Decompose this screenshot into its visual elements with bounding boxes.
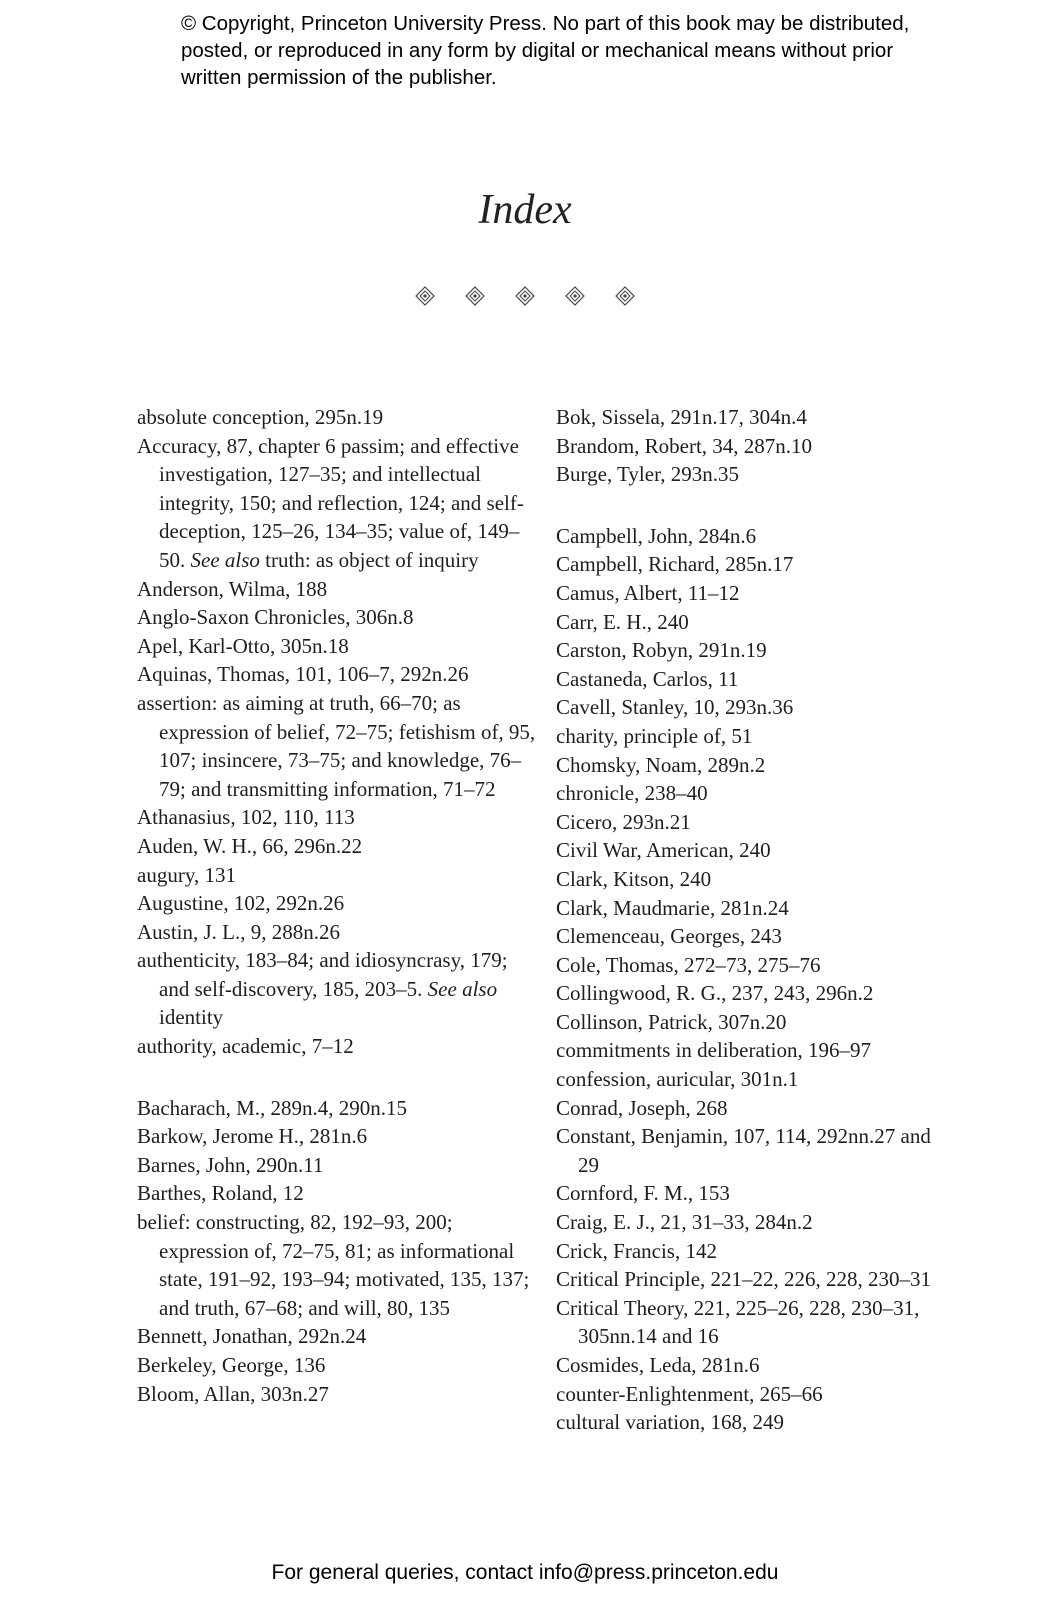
- index-entry: Aquinas, Thomas, 101, 106–7, 292n.26: [137, 662, 469, 687]
- index-entry: confession, auricular, 301n.1: [556, 1067, 799, 1092]
- index-entry: authenticity, 183–84; and idiosyncrasy, 179; and self-discovery, 185, 203–5. See also identity: [137, 948, 508, 1030]
- diamond-ornament-icon: [565, 286, 585, 306]
- index-entry: Collingwood, R. G., 237, 243, 296n.2: [556, 981, 874, 1006]
- index-entry: Craig, E. J., 21, 31–33, 284n.2: [556, 1210, 813, 1235]
- index-entry: Accuracy, 87, chapter 6 passim; and effective investigation, 127–35; and intellectual integrity, 150; and reflection, 124; and self-deception, 125–26, 134–35; value of, 149–50. See also truth: as object of inquiry: [137, 433, 524, 572]
- index-entry: Camus, Albert, 11–12: [556, 580, 740, 605]
- index-entry: Constant, Benjamin, 107, 114, 292nn.27 and 29: [556, 1124, 931, 1177]
- index-entry: assertion: as aiming at truth, 66–70; as expression of belief, 72–75; fetishism of, 95, 107; insincere, 73–75; and knowledge, 76–79; and transmitting information, 71–72: [137, 690, 536, 801]
- index-entry: Anderson, Wilma, 188: [137, 576, 328, 601]
- index-entry: Campbell, John, 284n.6: [556, 523, 757, 548]
- index-entry: Cosmides, Leda, 281n.6: [556, 1353, 760, 1377]
- index-entry: Clemenceau, Georges, 243: [556, 924, 782, 949]
- letter-group-gap: [137, 1061, 537, 1094]
- index-entry: Conrad, Joseph, 268: [556, 1095, 728, 1120]
- index-column-left: [137, 403, 537, 1408]
- index-entry: belief: constructing, 82, 192–93, 200; expression of, 72–75, 81; as informational state, 191–92, 193–94; motivated, 135, 137; and truth, 67–68; and will, 80, 135: [137, 1210, 530, 1320]
- index-entry: charity, principle of, 51: [556, 723, 753, 748]
- index-entry: Carston, Robyn, 291n.19: [556, 638, 767, 663]
- index-entry: Apel, Karl-Otto, 305n.18: [137, 633, 349, 658]
- index-entry: Cavell, Stanley, 10, 293n.36: [556, 695, 794, 720]
- index-entry: counter-Enlightenment, 265–66: [556, 1381, 823, 1406]
- index-entry: Crick, Francis, 142: [556, 1238, 717, 1263]
- index-entry: augury, 131: [137, 862, 236, 887]
- diamond-ornament-icon: [615, 286, 635, 306]
- index-entry: Augustine, 102, 292n.26: [137, 891, 345, 916]
- diamond-ornament-icon: [465, 286, 485, 306]
- index-entry: Bacharach, M., 289n.4, 290n.15: [137, 1095, 408, 1120]
- index-entry: Barthes, Roland, 12: [137, 1181, 304, 1206]
- index-entry: Austin, J. L., 9, 288n.26: [137, 919, 341, 944]
- index-entry: Cole, Thomas, 272–73, 275–76: [556, 952, 821, 977]
- index-entry: Civil War, American, 240: [556, 838, 771, 863]
- index-entry: Critical Theory, 221, 225–26, 228, 230–31, 305nn.14 and 16: [556, 1295, 920, 1349]
- index-entry: Critical Principle, 221–22, 226, 228, 230–31: [556, 1267, 932, 1292]
- index-column-right: [556, 403, 946, 1437]
- index-entry: absolute conception, 295n.19: [137, 405, 384, 429]
- index-entry: commitments in deliberation, 196–97: [556, 1038, 871, 1063]
- copyright-notice: © Copyright, Princeton University Press. No part of this book may be distributed, posted, or reproduced in any form by digital or mechanical means without prior written permission of the publisher.: [181, 12, 910, 89]
- index-entry: Bloom, Allan, 303n.27: [137, 1381, 329, 1406]
- see-also-label: See also: [427, 976, 498, 1001]
- index-entry: Cicero, 293n.21: [556, 809, 691, 834]
- index-entry: Carr, E. H., 240: [556, 609, 689, 634]
- index-entry: chronicle, 238–40: [556, 781, 708, 806]
- index-entry: Campbell, Richard, 285n.17: [556, 552, 794, 577]
- index-entry: Brandom, Robert, 34, 287n.10: [556, 433, 813, 458]
- footer-contact: For general queries, contact info@press.princeton.edu: [271, 1561, 779, 1584]
- index-entry: Collinson, Patrick, 307n.20: [556, 1009, 787, 1034]
- index-entry: Clark, Maudmarie, 281n.24: [556, 895, 789, 920]
- index-entry: Cornford, F. M., 153: [556, 1181, 730, 1206]
- index-entry: cultural variation, 168, 249: [556, 1410, 785, 1435]
- see-also-label: See also: [190, 547, 260, 572]
- diamond-ornament-icon: [415, 286, 435, 306]
- title-ornaments: [0, 286, 1050, 306]
- index-entry: Chomsky, Noam, 289n.2: [556, 752, 766, 777]
- index-entry: Burge, Tyler, 293n.35: [556, 462, 739, 487]
- index-entry: Bok, Sissela, 291n.17, 304n.4: [556, 405, 807, 429]
- index-entry: Berkeley, George, 136: [137, 1353, 326, 1377]
- diamond-ornament-icon: [515, 286, 535, 306]
- letter-group-gap: [556, 489, 946, 522]
- index-entry: Auden, W. H., 66, 296n.22: [137, 833, 363, 858]
- index-entry: Clark, Kitson, 240: [556, 866, 712, 891]
- index-entry: Anglo-Saxon Chronicles, 306n.8: [137, 605, 414, 630]
- page-title: Index: [478, 187, 572, 233]
- index-entry: authority, academic, 7–12: [137, 1034, 354, 1059]
- index-entry: Barnes, John, 290n.11: [137, 1152, 324, 1177]
- index-entry: Athanasius, 102, 110, 113: [137, 805, 355, 830]
- index-entry: Castaneda, Carlos, 11: [556, 666, 739, 691]
- index-entry: Bennett, Jonathan, 292n.24: [137, 1324, 367, 1349]
- index-entry: Barkow, Jerome H., 281n.6: [137, 1124, 368, 1149]
